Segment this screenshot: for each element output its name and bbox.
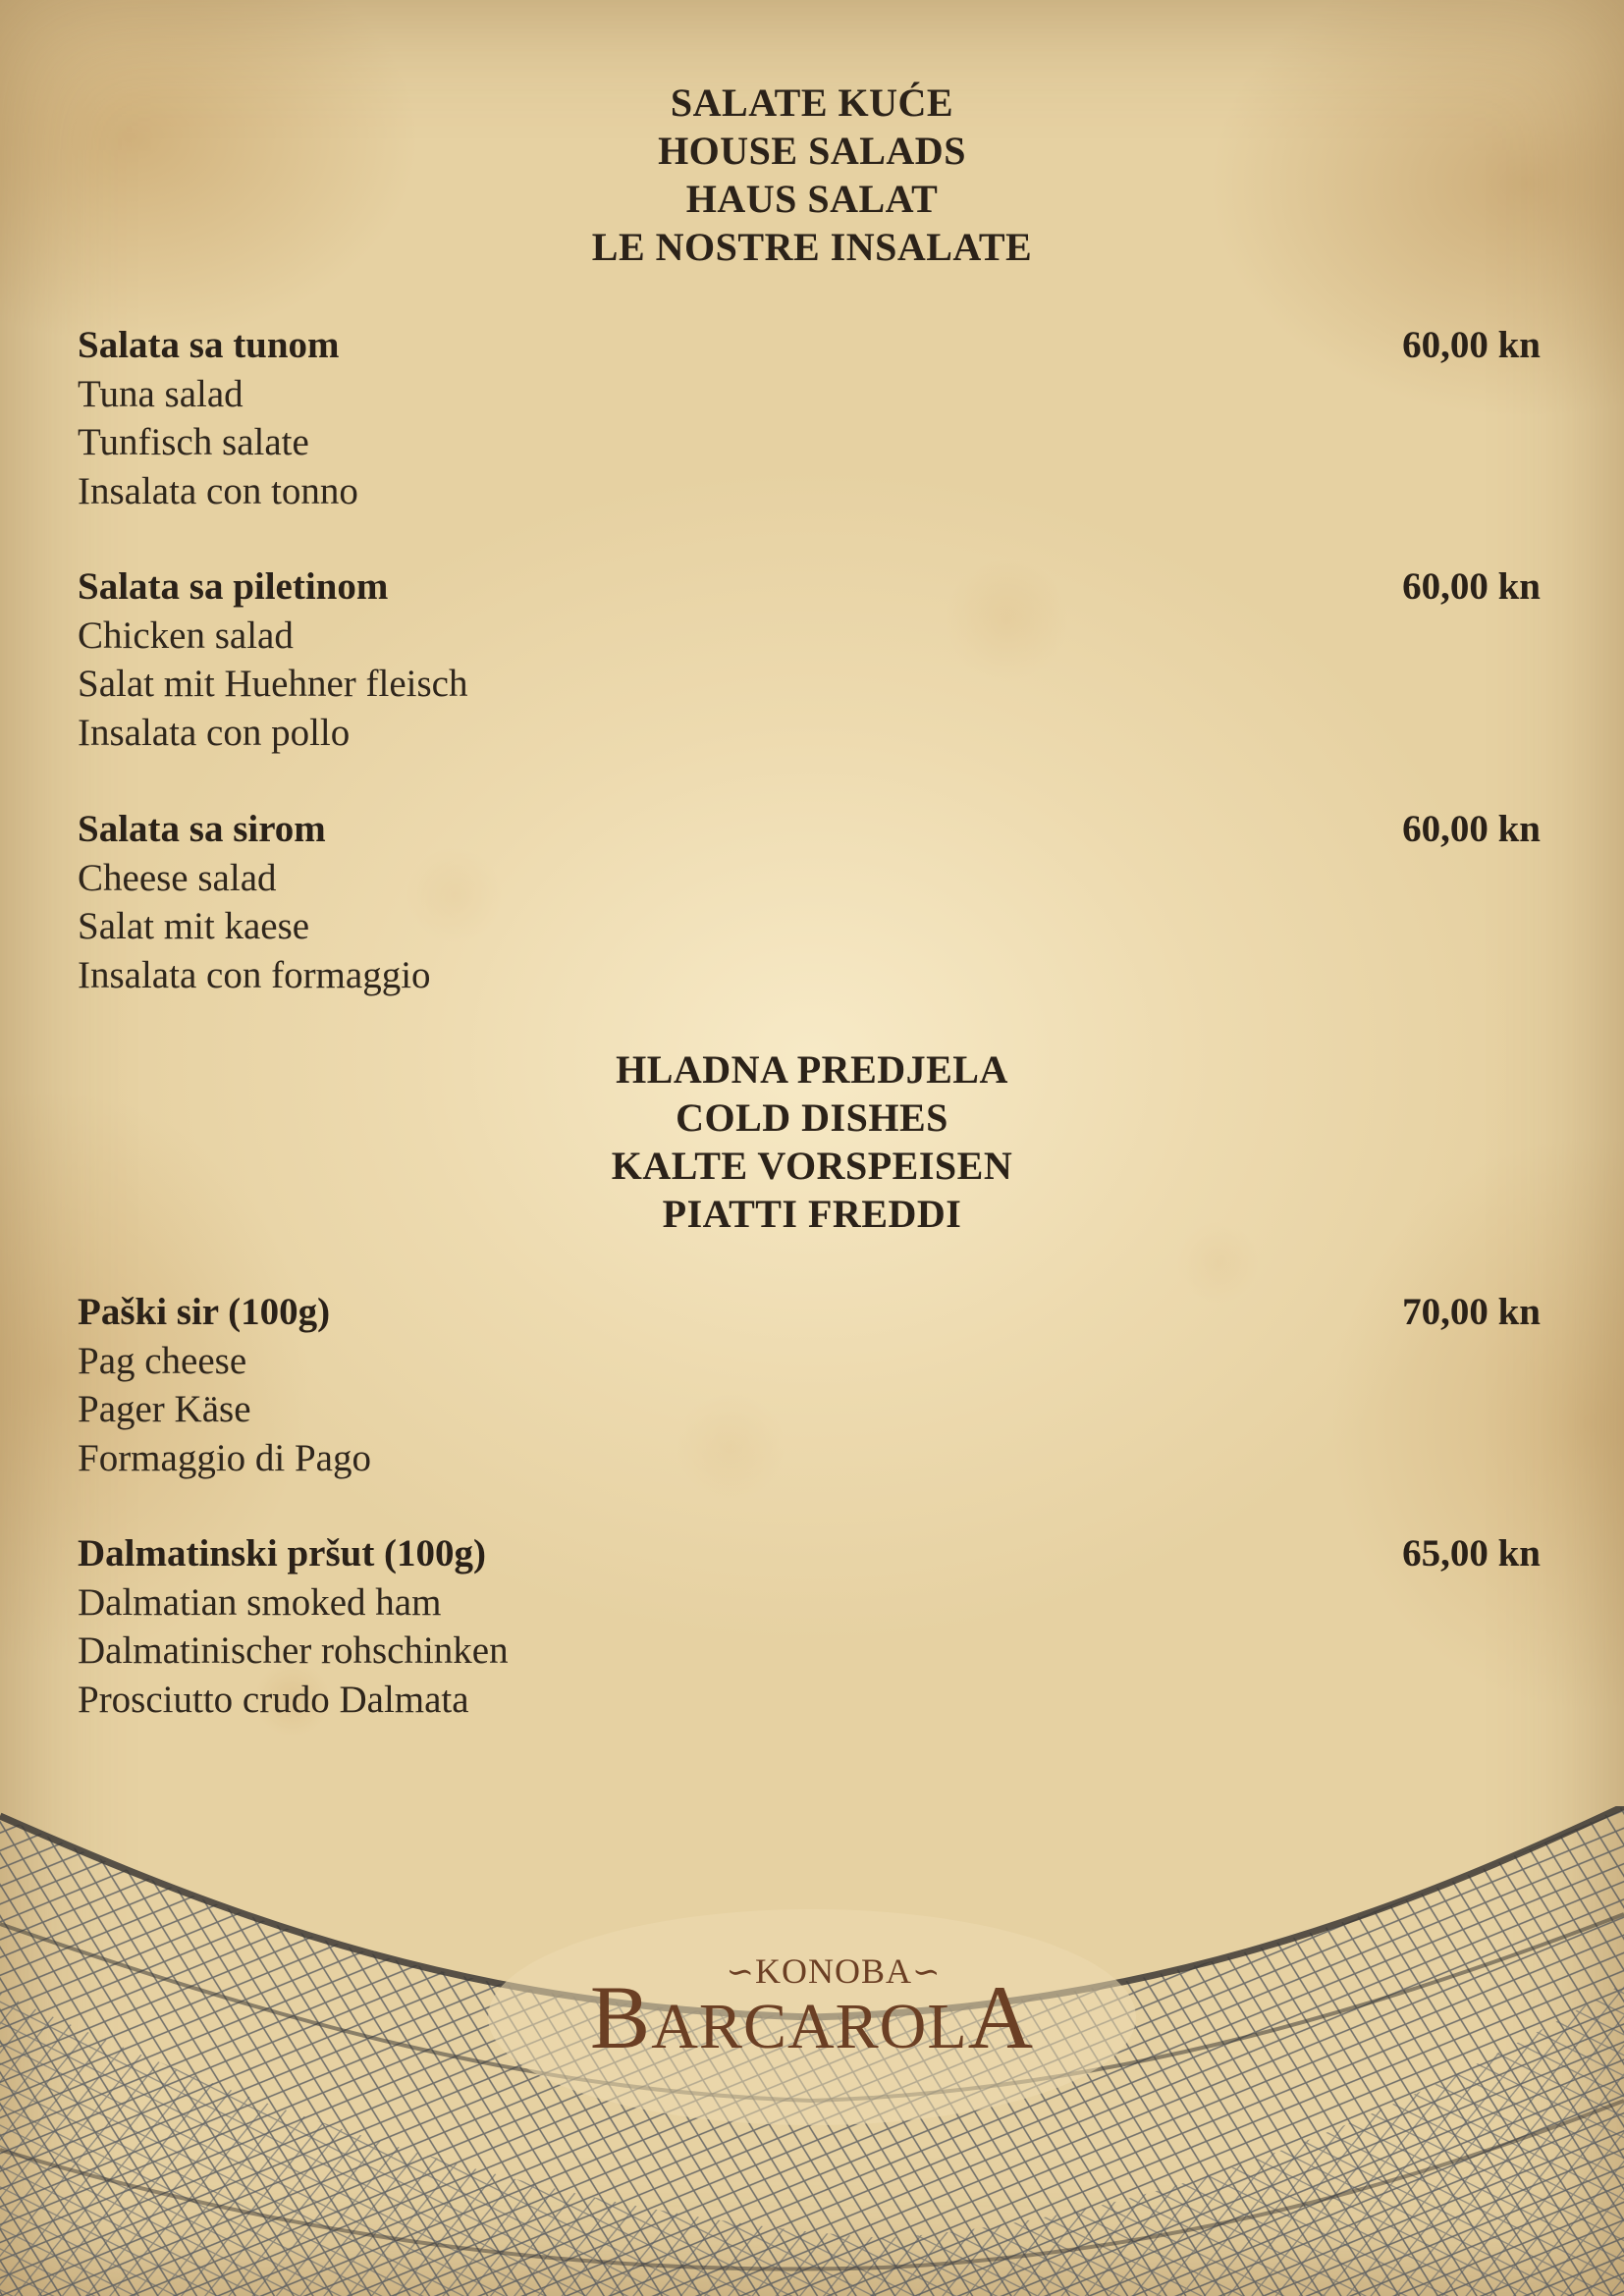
- item-price: 70,00 kn: [1402, 1291, 1541, 1333]
- heading-line: COLD DISHES: [676, 1095, 948, 1140]
- item-desc: Insalata con pollo: [78, 711, 351, 754]
- item-desc: Insalata con tonno: [78, 469, 358, 512]
- restaurant-logo: [0, 1951, 1624, 2067]
- item-desc: Tunfisch salate: [78, 421, 309, 463]
- item-name: Salata sa piletinom: [78, 565, 389, 608]
- menu-item-pag-cheese: [78, 1288, 1541, 1482]
- item-desc: Tuna salad: [78, 372, 244, 415]
- heading-line: HOUSE SALADS: [658, 129, 966, 173]
- item-desc: Prosciutto crudo Dalmata: [78, 1678, 469, 1721]
- item-price: 60,00 kn: [1402, 808, 1541, 850]
- menu-item-chicken-salad: [78, 562, 1541, 757]
- item-desc: Salat mit kaese: [78, 905, 310, 947]
- item-desc: Chicken salad: [78, 614, 294, 657]
- item-desc: Pag cheese: [78, 1339, 247, 1382]
- logo-swirl-right-icon: ∽: [912, 1954, 942, 1991]
- heading-line: SALATE KUĆE: [670, 80, 954, 125]
- menu-item-cheese-salad: [78, 805, 1541, 999]
- logo-letters-middle: ARCAROL: [651, 1991, 968, 2062]
- logo-konoba: [726, 1953, 941, 1991]
- item-desc: Salat mit Huehner fleisch: [78, 663, 468, 705]
- heading-line: KALTE VORSPEISEN: [611, 1144, 1013, 1188]
- section-heading-salads: [0, 79, 1624, 271]
- item-name: Dalmatinski pršut (100g): [78, 1532, 487, 1575]
- item-price: 65,00 kn: [1402, 1532, 1541, 1575]
- logo-letter-last: A: [967, 1967, 1035, 2067]
- item-desc: Formaggio di Pago: [78, 1436, 371, 1479]
- item-price: 60,00 kn: [1402, 565, 1541, 608]
- item-desc: Pager Käse: [78, 1388, 251, 1430]
- heading-line: PIATTI FREDDI: [662, 1192, 962, 1236]
- menu-item-dalmatian-ham: [78, 1529, 1541, 1724]
- section-heading-cold-dishes: [0, 1045, 1624, 1238]
- item-desc: Cheese salad: [78, 856, 277, 899]
- heading-line: HLADNA PREDJELA: [616, 1047, 1008, 1092]
- item-desc: Dalmatinischer rohschinken: [78, 1629, 509, 1672]
- heading-line: LE NOSTRE INSALATE: [591, 225, 1033, 269]
- item-desc: Dalmatian smoked ham: [78, 1580, 442, 1624]
- logo-swirl-left-icon: ∽: [726, 1954, 755, 1991]
- heading-line: HAUS SALAT: [685, 177, 939, 221]
- item-name: Paški sir (100g): [78, 1291, 331, 1333]
- item-name: Salata sa tunom: [78, 324, 340, 366]
- item-name: Salata sa sirom: [78, 808, 326, 850]
- logo-konoba-text: KONOBA: [754, 1951, 912, 1991]
- item-desc: Insalata con formaggio: [78, 953, 431, 996]
- logo-letter-first: B: [589, 1967, 652, 2067]
- item-price: 60,00 kn: [1402, 324, 1541, 366]
- menu-item-tuna-salad: [78, 321, 1541, 515]
